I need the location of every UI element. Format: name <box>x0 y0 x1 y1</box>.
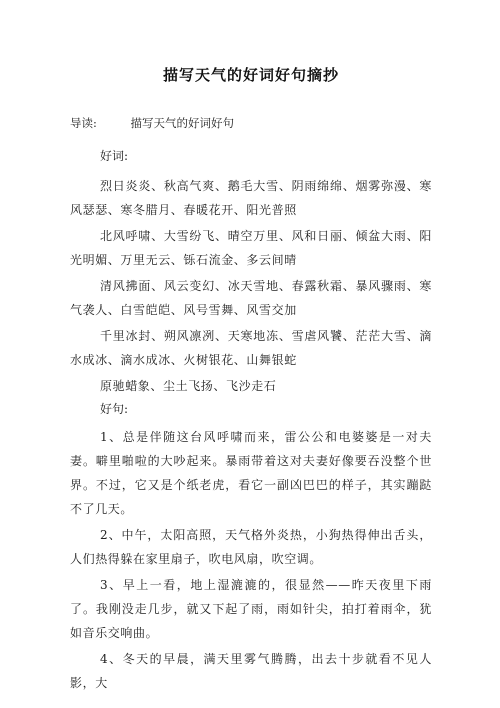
sentence-paragraph: 3、早上一看，地上湿漉漉的，很显然——昨天夜里下雨了。我刚没走几步，就又下起了雨，雨如针尖，拍打着雨伞，犹如音乐交响曲。 <box>70 578 432 640</box>
word-line: 原驰蜡象、尘土飞扬、飞沙走石 <box>100 379 277 393</box>
sentence-paragraph: 2、中午，太阳高照，天气格外炎热，小狗热得伸出舌头，人们热得躲在家里扇子，吹电风扇，吹空调。 <box>70 528 432 566</box>
sentence-paragraph: 4、冬天的早晨，满天里雾气腾腾，出去十步就看不见人影，大 <box>70 652 432 690</box>
sentences-heading: 好句: <box>100 402 129 416</box>
guide-label: 导读: <box>70 116 97 130</box>
guide-text: 描写天气的好词好句 <box>130 116 235 130</box>
word-line: 烈日炎炎、秋高气爽、鹅毛大雪、阴雨绵绵、烟雾弥漫、寒风瑟瑟、寒冬腊月、春暖花开、阳光普照 <box>70 179 432 217</box>
document-title: 描写天气的好词好句摘抄 <box>162 66 339 84</box>
sentence-paragraph: 1、总是伴随这台风呼啸而来，雷公公和电婆婆是一对夫妻。噼里啪啦的大吵起来。暴雨带着这对夫妻好像要吞没整个世界。不过，它又是个纸老虎，看它一副凶巴巴的样子，其实蹦跶不了几天。 <box>70 430 432 516</box>
word-line: 千里冰封、朔风凛冽、天寒地冻、雪虐风饕、茫茫大雪、滴水成冰、滴水成冰、火树银花、山舞银蛇 <box>70 329 432 367</box>
word-line: 清风拂面、风云变幻、冰天雪地、春露秋霜、暴风骤雨、寒气袭人、白雪皑皑、风号雪舞、风雪交加 <box>70 279 432 317</box>
words-heading: 好词: <box>100 149 129 163</box>
guide-line <box>70 115 432 131</box>
word-line: 北风呼啸、大雪纷飞、晴空万里、风和日丽、倾盆大雨、阳光明媚、万里无云、铄石流金、多云间晴 <box>70 229 432 267</box>
